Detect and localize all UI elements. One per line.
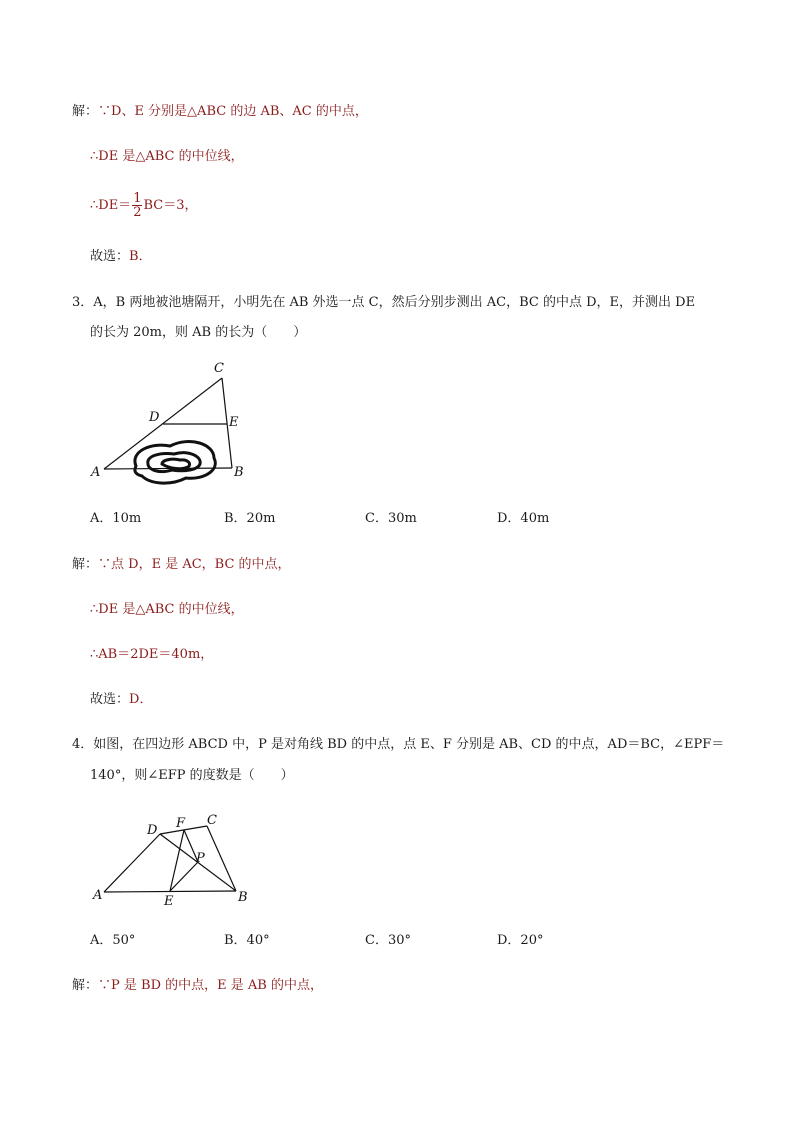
solution-text-a: ∴DE＝ xyxy=(90,198,132,213)
segment-ad xyxy=(104,834,160,892)
label-c: C xyxy=(214,361,224,376)
label-b: B xyxy=(234,465,244,480)
q4-option-b: B．40° xyxy=(224,933,270,948)
q4-solution-line-1 xyxy=(72,976,323,996)
q3-stem-line-2: 的长为 20m，则 AB 的长为（ ） xyxy=(90,325,307,340)
q4-stem-line-1: 4．如图，在四边形 ABCD 中，P 是对角线 BD 的中点，点 E、F 分别是 AB、CD 的中点，AD＝BC，∠EPF＝ xyxy=(72,737,725,752)
q2-solution-line-2: ∴DE 是△ABC 的中位线， xyxy=(90,149,244,164)
segment-fe xyxy=(170,830,184,891)
q3-option-c: C．30m xyxy=(365,511,417,526)
answer-prefix: 故选： xyxy=(90,692,130,707)
fraction-numerator: 1 xyxy=(133,191,142,206)
q3-solution-line-2: ∴DE 是△ABC 的中位线， xyxy=(90,602,244,617)
q4-option-a: A．50° xyxy=(90,933,136,948)
label-d: D xyxy=(149,410,160,425)
q3-option-a: A．10m xyxy=(90,511,142,526)
q4-option-c: C．30° xyxy=(365,933,411,948)
solution-text: ∵点 D，E 是 AC，BC 的中点， xyxy=(98,557,291,572)
q3-option-d: D．40m xyxy=(497,511,550,526)
solution-prefix: 解： xyxy=(72,557,99,572)
label-f: F xyxy=(176,816,186,831)
segment-ep xyxy=(170,862,198,891)
answer-prefix: 故选： xyxy=(90,249,130,264)
solution-text: ∵D、E 分别是△ABC 的边 AB、AC 的中点， xyxy=(98,104,368,119)
label-a: A xyxy=(93,888,103,903)
q3-solution-line-3: ∴AB＝2DE＝40m， xyxy=(90,647,214,662)
q3-option-b: B．20m xyxy=(224,511,276,526)
answer-letter: B． xyxy=(129,249,152,264)
answer-letter: D． xyxy=(129,692,153,707)
segment-cb xyxy=(207,826,236,891)
label-e: E xyxy=(229,415,239,430)
solution-text-b: BC＝3， xyxy=(143,198,198,213)
label-p: P xyxy=(196,851,205,866)
segment-ab xyxy=(104,891,236,892)
q4-stem-line-2: 140°，则∠EFP 的度数是（ ） xyxy=(90,768,294,783)
label-a: A xyxy=(91,465,101,480)
label-c: C xyxy=(207,813,217,828)
label-d: D xyxy=(147,823,158,838)
solution-text: ∵P 是 BD 的中点，E 是 AB 的中点， xyxy=(98,978,323,993)
label-b: B xyxy=(238,890,248,905)
q4-option-d: D．20° xyxy=(497,933,544,948)
solution-prefix: 解： xyxy=(72,104,99,119)
solution-prefix: 解： xyxy=(72,978,99,993)
label-e: E xyxy=(164,894,174,909)
fraction-denominator: 2 xyxy=(133,205,142,220)
q3-stem-line-1: 3．A，B 两地被池塘隔开，小明先在 AB 外选一点 C，然后分别步测出 AC，BC 的中点 D，E，并测出 DE xyxy=(72,295,696,310)
